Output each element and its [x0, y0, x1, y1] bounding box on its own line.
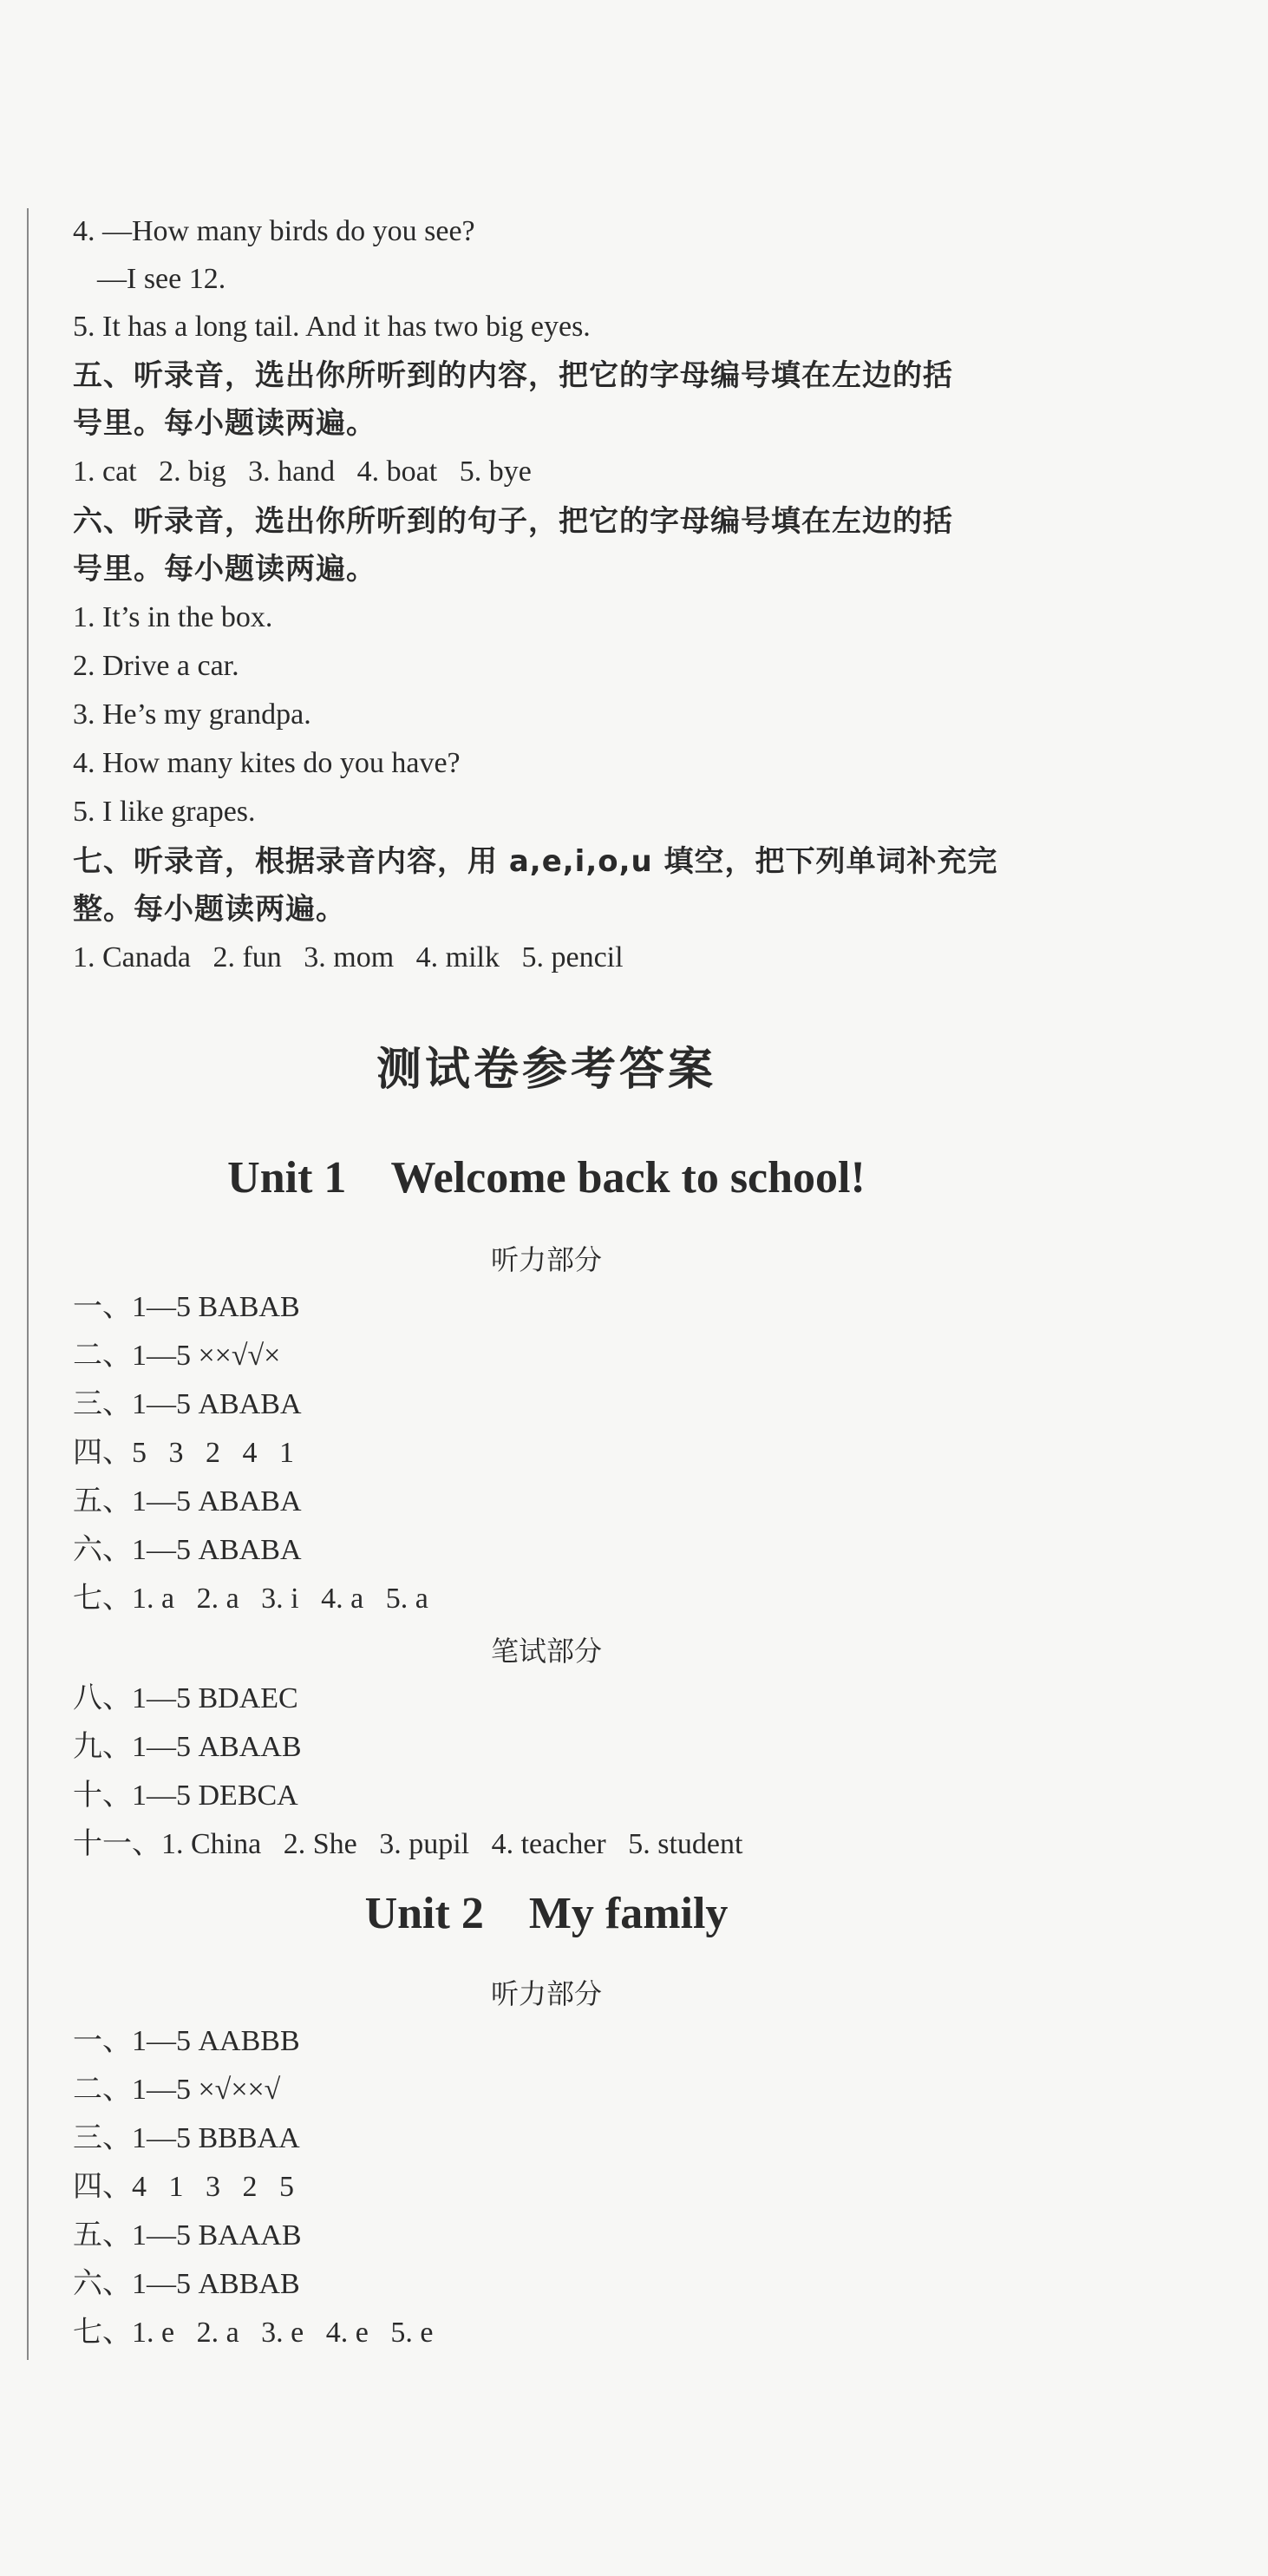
unit1-listening-answer: 二、1—5 ××√√×: [73, 1340, 281, 1372]
unit1-title: Unit 1 Welcome back to school!: [227, 1153, 866, 1203]
unit1-listening-answer: 七、1. a 2. a 3. i 4. a 5. a: [73, 1583, 428, 1615]
unit2-listening-answer: 五、1—5 BAAAB: [73, 2219, 302, 2252]
section7-heading-line1: 七、听录音，根据录音内容，用 a,e,i,o,u 填空，把下列单词补充完: [73, 844, 998, 879]
margin-rule: [27, 208, 29, 2360]
unit1-listening-answer: 四、5 3 2 4 1: [73, 1437, 294, 1469]
script-q4-line2: —I see 12.: [97, 263, 226, 295]
section7-heading-line2: 整。每小题读两遍。: [73, 892, 346, 927]
unit2-listening-answer: 六、1—5 ABBAB: [73, 2268, 300, 2300]
unit2-listening-answer: 四、4 1 3 2 5: [73, 2171, 294, 2203]
section6-item: 1. It’s in the box.: [73, 601, 273, 633]
section5-heading-line2: 号里。每小题读两遍。: [73, 406, 376, 441]
section6-item: 4. How many kites do you have?: [73, 747, 461, 779]
section6-heading-line1: 六、听录音，选出你所听到的句子，把它的字母编号填在左边的括: [73, 504, 953, 539]
unit2-listening-answer: 一、1—5 AABBB: [73, 2025, 300, 2057]
unit1-listening-answer: 一、1—5 BABAB: [73, 1291, 300, 1323]
section7-items: 1. Canada 2. fun 3. mom 4. milk 5. pencil: [73, 941, 624, 973]
section6-item: 3. He’s my grandpa.: [73, 698, 311, 731]
unit1-writing-label: 笔试部分: [490, 1635, 602, 1668]
unit1-listening-answer: 六、1—5 ABABA: [73, 1534, 302, 1566]
unit2-listening-label: 听力部分: [490, 1977, 602, 2010]
unit1-listening-label: 听力部分: [490, 1243, 602, 1276]
section5-heading-line1: 五、听录音，选出你所听到的内容，把它的字母编号填在左边的括: [73, 358, 953, 393]
unit1-writing-answer: 九、1—5 ABAAB: [73, 1731, 302, 1763]
unit2-listening-answer: 七、1. e 2. a 3. e 4. e 5. e: [73, 2317, 434, 2349]
unit1-writing-answer: 十、1—5 DEBCA: [73, 1780, 298, 1812]
script-q4-line1: 4. —How many birds do you see?: [73, 215, 475, 247]
unit1-writing-answer: 八、1—5 BDAEC: [73, 1682, 298, 1714]
script-q5: 5. It has a long tail. And it has two big eyes.: [73, 311, 591, 343]
section6-item: 5. I like grapes.: [73, 796, 256, 828]
unit1-listening-answer: 三、1—5 ABABA: [73, 1388, 302, 1420]
section6-item: 2. Drive a car.: [73, 650, 239, 682]
unit2-title: Unit 2 My family: [364, 1889, 729, 1938]
unit2-listening-answer: 三、1—5 BBBAA: [73, 2122, 300, 2154]
unit2-listening-answer: 二、1—5 ×√××√: [73, 2074, 281, 2106]
section6-heading-line2: 号里。每小题读两遍。: [73, 552, 376, 587]
answers-title: 测试卷参考答案: [376, 1044, 716, 1096]
unit1-writing-answer: 十一、1. China 2. She 3. pupil 4. teacher 5. student: [73, 1828, 743, 1860]
unit1-listening-answer: 五、1—5 ABABA: [73, 1485, 302, 1517]
section5-items: 1. cat 2. big 3. hand 4. boat 5. bye: [73, 456, 532, 488]
